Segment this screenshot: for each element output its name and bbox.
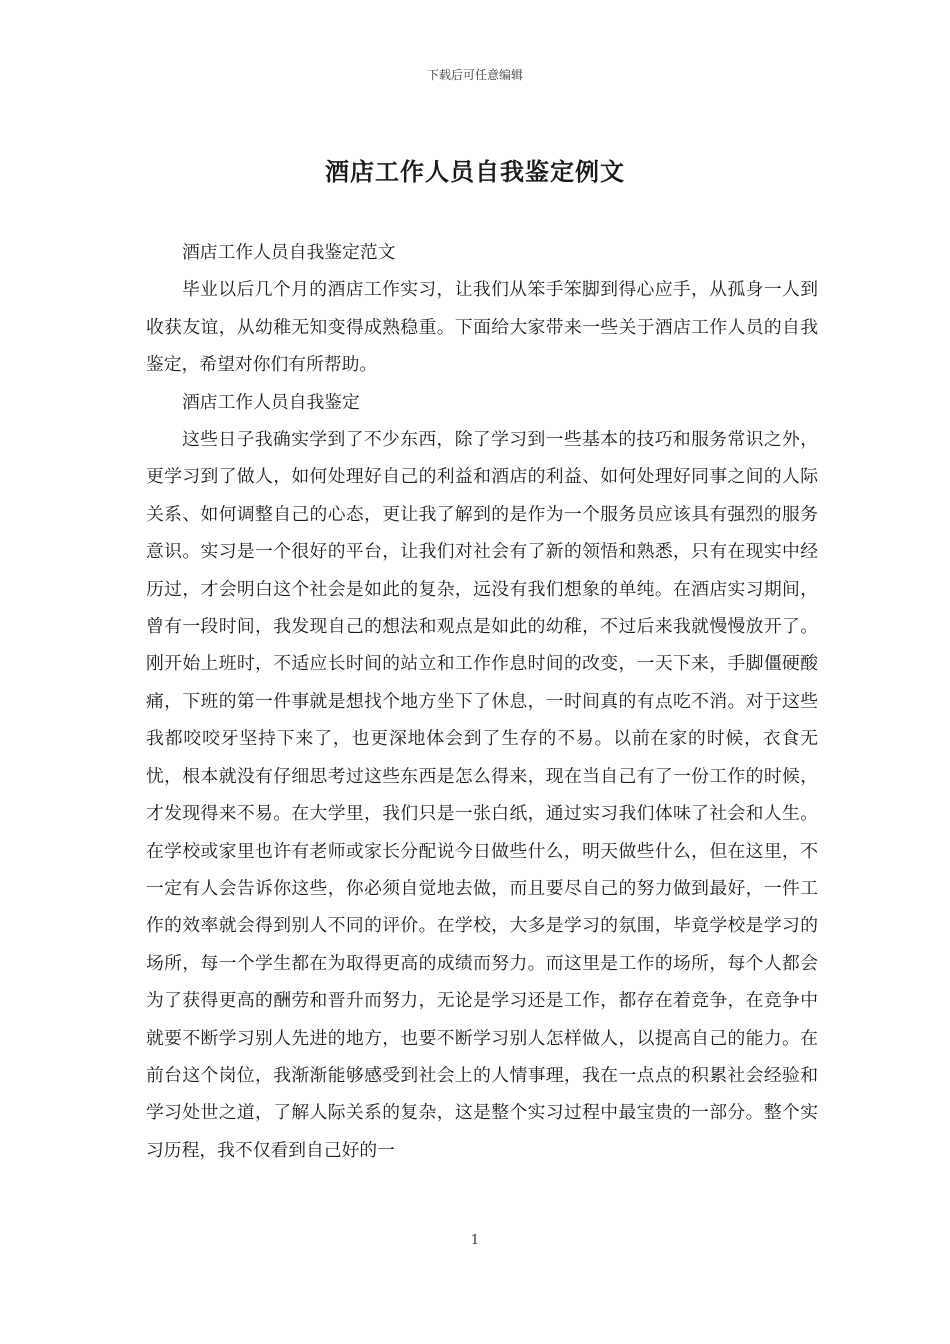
page-number: 1 bbox=[470, 1233, 480, 1248]
body-paragraph: 这些日子我确实学到了不少东西，除了学习到一些基本的技巧和服务常识之外，更学习到了做人，如何处理好自己的利益和酒店的利益、如何处理好同事之间的人际关系、如何调整自己的心态，更让我了解到的是作为一个服务员应该具有强烈的服务意识。实习是一个很好的平台，让我们对社会有了新的领悟和熟悉，只有在现实中经历过，才会明白这个社会是如此的复杂，远没有我们想象的单纯。在酒店实习期间，曾有一段时间，我发现自己的想法和观点是如此的幼稚，不过后来我就慢慢放开了。刚开始上班时，不适应长时间的站立和工作作息时间的改变，一天下来，手脚僵硬酸痛，下班的第一件事就是想找个地方坐下了休息，一时间真的有点吃不消。对于这些我都咬咬牙坚持下来了，也更深地体会到了生存的不易。以前在家的时候，衣食无忧，根本就没有仔细思考过这些东西是怎么得来，现在当自己有了一份工作的时候，才发现得来不易。在大学里，我们只是一张白纸，通过实习我们体味了社会和人生。在学校或家里也许有老师或家长分配说今日做些什么，明天做些什么，但在这里，不一定有人会告诉你这些，你必须自觉地去做，而且要尽自己的努力做到最好，一件工作的效率就会得到别人不同的评价。在学校，大多是学习的氛围，毕竟学校是学习的场所，每一个学生都在为取得更高的成绩而努力。而这里是工作的场所，每个人都会为了获得更高的酬劳和晋升而努力，无论是学习还是工作，都存在着竞争，在竞争中就要不断学习别人先进的地方，也要不断学习别人怎样做人，以提高自己的能力。在前台这个岗位，我渐渐能够感受到社会上的人情事理，我在一点点的积累社会经验和学习处世之道，了解人际关系的复杂，这是整个实习过程中最宝贵的一部分。整个实习历程，我不仅看到自己好的一 bbox=[146, 429, 818, 1161]
document-title: 酒店工作人员自我鉴定例文 bbox=[325, 157, 625, 186]
intro-paragraph: 毕业以后几个月的酒店工作实习，让我们从笨手笨脚到得心应手，从孤身一人到收获友谊，从幼稚无知变得成熟稳重。下面给大家带来一些关于酒店工作人员的自我鉴定，希望对你们有所帮助。 bbox=[146, 279, 818, 376]
page-header-note: 下载后可任意编辑 bbox=[426, 68, 523, 82]
section-heading-paragraph: 酒店工作人员自我鉴定 bbox=[182, 391, 360, 413]
document-body bbox=[146, 234, 818, 1169]
subtitle-paragraph: 酒店工作人员自我鉴定范文 bbox=[182, 242, 396, 263]
